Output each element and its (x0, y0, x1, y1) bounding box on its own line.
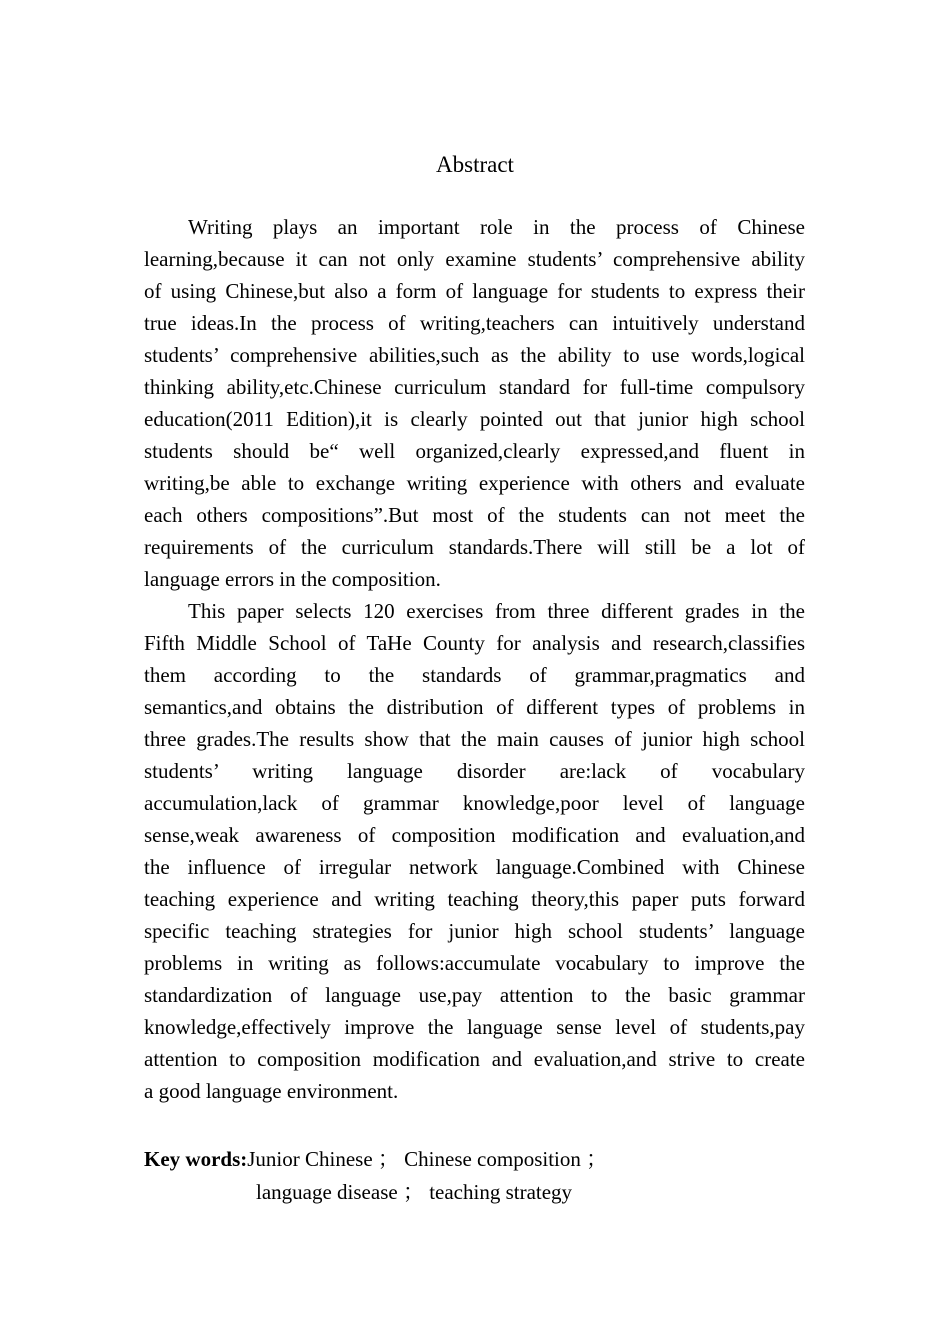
text-line: standardization of language use,pay attention to the basic grammar (144, 983, 805, 1007)
text-line: requirements of the curriculum standards.There will still be a lot of (144, 535, 805, 559)
text-line: sense,weak awareness of composition modification and evaluation,and (144, 823, 805, 847)
text-line: Writing plays an important role in the process of Chinese (188, 215, 805, 239)
text-line: a good language environment. (144, 1079, 399, 1103)
text-line: true ideas.In the process of writing,teachers can intuitively understand (144, 311, 805, 335)
paragraph (144, 595, 805, 1107)
text-line: teaching experience and writing teaching theory,this paper puts forward (144, 887, 805, 911)
abstract-title: Abstract (436, 152, 514, 177)
keywords (144, 1143, 607, 1209)
text-line: This paper selects 120 exercises from three different grades in the (188, 599, 805, 623)
text-line: students’ comprehensive abilities,such as the ability to use words,logical (144, 343, 805, 367)
text-line: thinking ability,etc.Chinese curriculum standard for full-time compulsory (144, 375, 805, 399)
abstract-body (144, 211, 805, 1107)
keywords-line-1: Junior Chinese ； Chinese composition ； (247, 1147, 608, 1171)
text-line: three grades.The results show that the main causes of junior high school (144, 727, 805, 751)
text-line: semantics,and obtains the distribution of different types of problems in (144, 695, 805, 719)
text-line: specific teaching strategies for junior high school students’ language (144, 919, 805, 943)
text-line: them according to the standards of grammar,pragmatics and (144, 663, 805, 687)
text-line: Fifth Middle School of TaHe County for analysis and research,classifies (144, 631, 805, 655)
text-line: each others compositions”.But most of the students can not meet the (144, 503, 805, 527)
paragraph (144, 211, 805, 595)
text-line: students’ writing language disorder are:lack of vocabulary (144, 759, 805, 783)
text-line: students should be“ well organized,clearly expressed,and fluent in (144, 439, 805, 463)
text-line: knowledge,effectively improve the language sense level of students,pay (144, 1015, 805, 1039)
text-line: attention to composition modification and evaluation,and strive to create (144, 1047, 805, 1071)
text-line: education(2011 Edition),it is clearly pointed out that junior high school (144, 407, 805, 431)
keywords-label: Key words: (144, 1147, 248, 1171)
keywords-line-2: language disease ； teaching strategy (256, 1180, 573, 1204)
text-line: writing,be able to exchange writing experience with others and evaluate (144, 471, 805, 495)
text-line: the influence of irregular network language.Combined with Chinese (144, 855, 805, 879)
text-line: language errors in the composition. (144, 567, 441, 591)
text-line: learning,because it can not only examine students’ comprehensive ability (144, 247, 805, 271)
text-line: accumulation,lack of grammar knowledge,poor level of language (144, 791, 805, 815)
text-line: problems in writing as follows:accumulate vocabulary to improve the (144, 951, 805, 975)
text-line: of using Chinese,but also a form of language for students to express their (144, 279, 805, 303)
